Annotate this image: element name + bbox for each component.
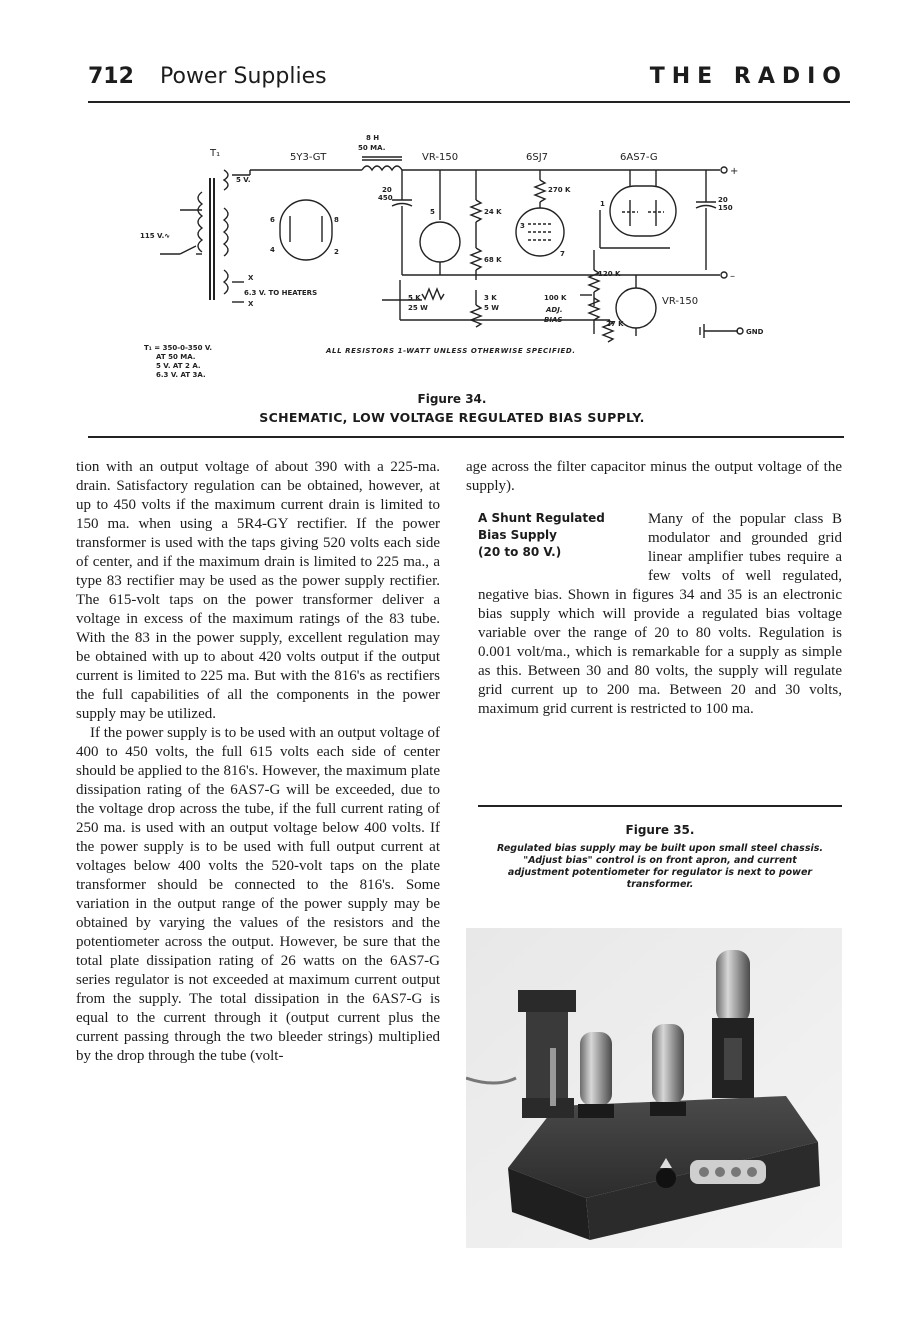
left-paragraph-1: tion with an output voltage of about 390 with a 225-ma. drain. Satisfactory regulation can be obtained, however, at up to 450 volts if the maximum current drain is limited to 150 ma. when using a 5R4-GY rectifier. If the power transformer is used with the taps giving 520 volts each side of center, and if the maximum drain is limited to 225 ma., a type 83 rectifier may be used as the power supply rectifier. The 615-volt taps on the power transformer deliver a voltage in excess of the maximum ratings of the 83 tube. With the 83 in the power supply, excellent regulation may be obtained with up to about 420 volts output if the output current is limited to 225 ma. But with the 816's as rectifiers the full capabilities of all the components in the power supply may be utilized. (76, 459, 440, 722)
schematic-label-heaters: 6.3 V. TO HEATERS (244, 289, 318, 297)
schematic-figure-34 (140, 130, 780, 390)
schematic-label-120k: 120 K (598, 270, 621, 278)
schematic-pin-7: 7 (560, 250, 565, 258)
header-rule (88, 101, 850, 103)
figure-34-title: SCHEMATIC, LOW VOLTAGE REGULATED BIAS SUPPLY. (259, 410, 645, 425)
figure-35-caption: Regulated bias supply may be built upon small steel chassis. "Adjust bias" control is on front apron, and current adjustment potentiometer for regulator is next to power transformer. (496, 843, 824, 890)
schematic-label-adj: ADJ. (546, 306, 563, 314)
schematic-pin-5: 5 (430, 208, 435, 216)
schematic-label-vr150-right: VR-150 (662, 296, 699, 307)
section-title: Power Supplies (160, 64, 327, 89)
schematic-label-6sj7: 6SJ7 (526, 152, 549, 163)
schematic-label-capout-bottom: 150 (718, 204, 733, 212)
schematic-label-plus: + (730, 166, 739, 177)
schematic-pin-8: 8 (334, 216, 339, 224)
schematic-label-cap20-bottom: 450 (378, 194, 393, 202)
right-paragraph-1: age across the filter capacitor minus the output voltage of the supply). (466, 459, 842, 494)
side-heading-line-1: A Shunt Regulated (478, 511, 605, 525)
schematic-pin-4: 4 (270, 246, 275, 254)
schematic-label-5k-top: 5 K (408, 294, 421, 302)
schematic-label-cap20-top: 20 (382, 186, 392, 194)
schematic-label-100k: 100 K (544, 294, 567, 302)
figure-35-label: Figure 35. (625, 823, 695, 837)
tube-6sj7 (516, 208, 564, 256)
right-column-top (466, 458, 842, 496)
schematic-pin-1: 1 (600, 200, 605, 208)
schematic-label-27k: 27 K (606, 320, 624, 328)
schematic-label-choke-top: 8 H (366, 134, 380, 142)
schematic-pin-2: 2 (334, 248, 339, 256)
journal-title: THE RADIO (649, 64, 848, 89)
transformer-t1 (198, 170, 228, 300)
schematic-pin-3: 3 (520, 222, 525, 230)
schematic-label-5k-bottom: 25 W (408, 304, 428, 312)
schematic-pin-6: 6 (270, 216, 275, 224)
schematic-label-3k-top: 3 K (484, 294, 497, 302)
schematic-label-choke-bottom: 50 MA. (358, 144, 386, 152)
schematic-label-bias: BIAS (544, 316, 563, 324)
schematic-label-minus: – (730, 271, 735, 282)
left-column (76, 458, 440, 1066)
right-paragraph-2: Many of the popular class B modulator and grounded grid linear amplifier tubes require a few volts of well regulated, negative bias. Shown in figures 34 and 35 is an electronic bias supply which will provide a regulated bias voltage variable over the range of 20 to 80 volts. Regulation is 0.001 volt/ma., which is remarkable for a supply as simple as this. Between 30 and 80 volts, the supply will regulate grid current up to 200 ma. Between 20 and 30 volts, maximum grid current is restricted to 100 ma. (478, 511, 842, 717)
schematic-label-x-top: X (248, 274, 254, 282)
figure-35-photo (466, 928, 842, 1248)
schematic-label-270k: 270 K (548, 186, 571, 194)
schematic-label-x-bottom: X (248, 300, 254, 308)
page-header (88, 62, 848, 102)
schematic-label-t1: T₁ (210, 148, 221, 159)
schematic-label-rectifier: 5Y3-GT (290, 152, 327, 163)
heading-float-gap (478, 510, 648, 586)
schematic-label-3k-bottom: 5 W (484, 304, 500, 312)
left-paragraph-2: If the power supply is to be used with an output voltage of 400 to 450 volts, the full 615 volts each side of center should be applied to the 816's. However, the maximum plate dissipation rating of the 6AS7-G will be exceeded, due to the voltage drop across the tube, if the full current rating of 250 ma. is used with an output voltage below 400 volts. If the power supply is to be used with full output current at voltages below 400 volts the 520-volt taps on the plate transformer should be connected to the 816's. Some variation in the output range of the power supply may be obtained by varying the values of the resistors and the potentiometer across the output. However, be sure that the total plate dissipation rating of 26 watts on the 6AS7-G series regulator is not exceeded at maximum current output from the supply. The total dissipation in the 6AS7-G is equal to the current through it (output current plus the current passing through the two bleeder strings) multiplied by the drop through the tube (volt- (76, 725, 440, 1064)
t1-spec-line-2: AT 50 MA. (156, 353, 196, 361)
tube-6as7g (610, 186, 676, 236)
rectifier-tube (280, 200, 332, 260)
schematic-label-mains: 115 V.∿ (140, 232, 171, 240)
side-heading-line-2: Bias Supply (478, 528, 557, 542)
figure-35-rule (478, 805, 842, 807)
schematic-label-vr150-top: VR-150 (422, 152, 459, 163)
schematic-note: ALL RESISTORS 1-WATT UNLESS OTHERWISE SPECIFIED. (326, 347, 576, 355)
figure-34-rule (88, 436, 844, 438)
t1-spec-line-4: 6.3 V. AT 3A. (156, 371, 206, 379)
t1-spec-line-1: T₁ = 350-0-350 V. (144, 344, 213, 352)
schematic-label-capout-top: 20 (718, 196, 728, 204)
schematic-label-5v: 5 V. (236, 176, 251, 184)
schematic-label-6as7: 6AS7-G (620, 152, 658, 163)
right-column-shunt-section (478, 510, 842, 719)
page-number: 712 (88, 64, 134, 89)
side-heading-line-3: (20 to 80 V.) (478, 545, 562, 559)
schematic-label-gnd: GND (746, 328, 764, 336)
schematic-label-24k: 24 K (484, 208, 502, 216)
t1-spec-line-3: 5 V. AT 2 A. (156, 362, 201, 370)
figure-34-label: Figure 34. (417, 392, 487, 406)
schematic-label-68k: 68 K (484, 256, 502, 264)
